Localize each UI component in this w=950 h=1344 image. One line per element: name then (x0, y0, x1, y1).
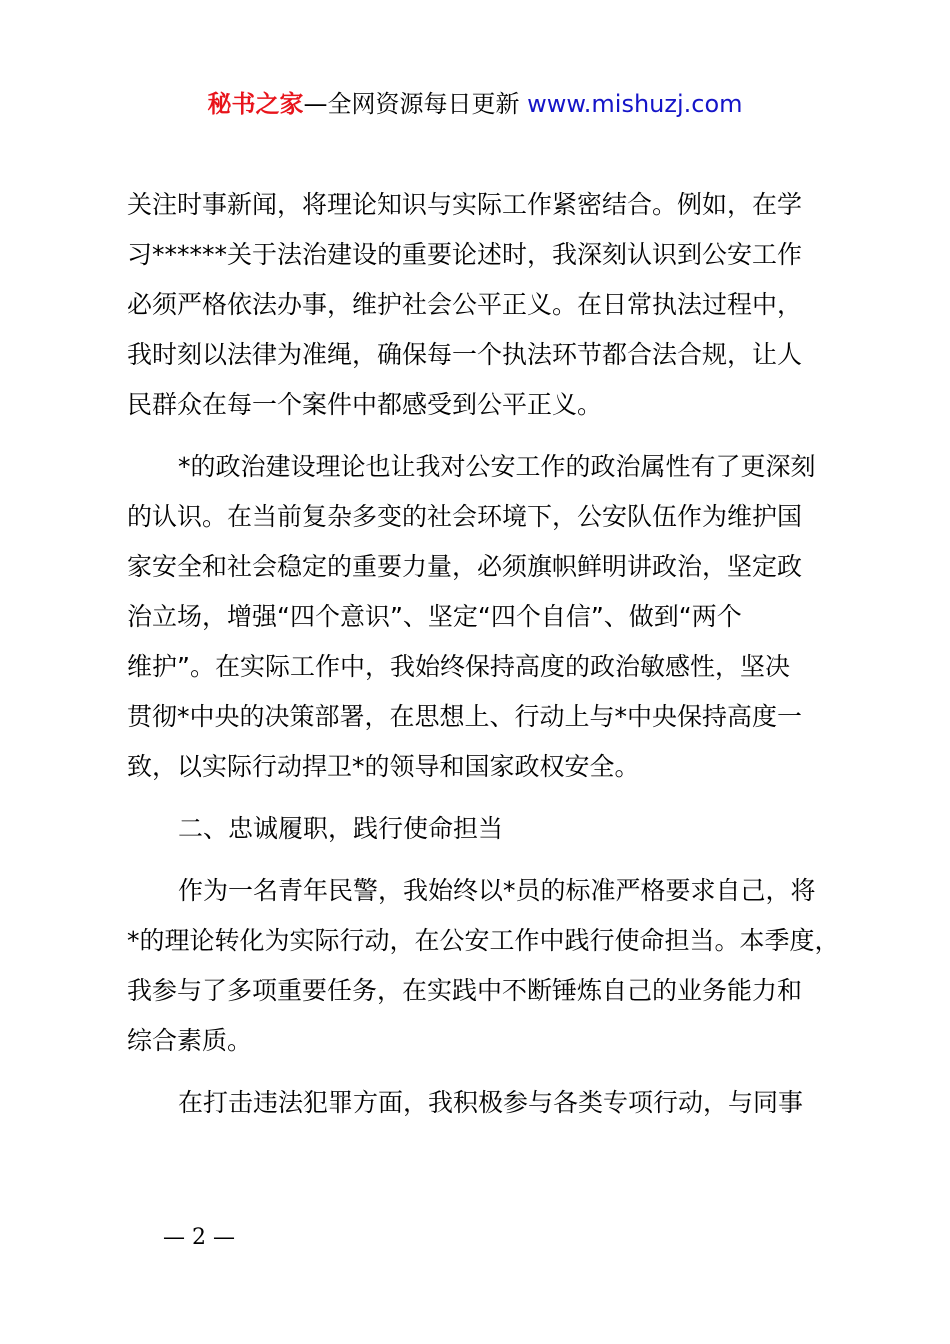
page-header (0, 86, 950, 122)
document-body (127, 180, 847, 1140)
text-line: 我参与了多项重要任务，在实践中不断锤炼自己的业务能力和 (127, 976, 803, 1005)
text-line: 习******关于法治建设的重要论述时，我深刻认识到公安工作 (127, 240, 803, 269)
paragraph (127, 442, 847, 792)
text-line: 必须严格依法办事，维护社会公平正义。在日常执法过程中， (127, 290, 803, 319)
text-line: 在打击违法犯罪方面，我积极参与各类专项行动，与同事 (178, 1088, 804, 1117)
text-line: 治立场，增强“四个意识”、坚定“四个自信”、做到“两个 (127, 602, 742, 631)
text-line: 作为一名青年民警，我始终以*员的标准严格要求自己，将 (178, 876, 816, 905)
brand-name: 秘书之家 (207, 90, 304, 118)
text-line: 二、忠诚履职，践行使命担当 (178, 814, 504, 843)
text-line: 家安全和社会稳定的重要力量，必须旗帜鲜明讲政治，坚定政 (127, 552, 803, 581)
text-line: 我时刻以法律为准绳，确保每一个执法环节都合法合规，让人 (127, 340, 803, 369)
text-line: 综合素质。 (127, 1026, 253, 1055)
text-line: 关注时事新闻，将理论知识与实际工作紧密结合。例如，在学 (127, 190, 803, 219)
paragraph (127, 866, 847, 1066)
paragraph (127, 804, 847, 854)
text-line: 致，以实际行动捍卫*的领导和国家政权安全。 (127, 752, 640, 781)
paragraph (127, 180, 847, 430)
text-line: 民群众在每一个案件中都感受到公平正义。 (127, 390, 603, 419)
text-line: *的理论转化为实际行动，在公安工作中践行使命担当。本季度， (127, 926, 840, 955)
paragraph (127, 1078, 847, 1128)
page-number: — 2 — (163, 1225, 235, 1250)
text-line: 贯彻*中央的决策部署，在思想上、行动上与*中央保持高度一 (127, 702, 803, 731)
text-line: 维护”。在实际工作中，我始终保持高度的政治敏感性，坚决 (127, 652, 790, 681)
site-link[interactable]: www.mishuzj.com (527, 90, 743, 118)
header-tagline: —全网资源每日更新 (303, 90, 528, 118)
text-line: *的政治建设理论也让我对公安工作的政治属性有了更深刻 (178, 452, 816, 481)
text-line: 的认识。在当前复杂多变的社会环境下，公安队伍作为维护国 (127, 502, 803, 531)
